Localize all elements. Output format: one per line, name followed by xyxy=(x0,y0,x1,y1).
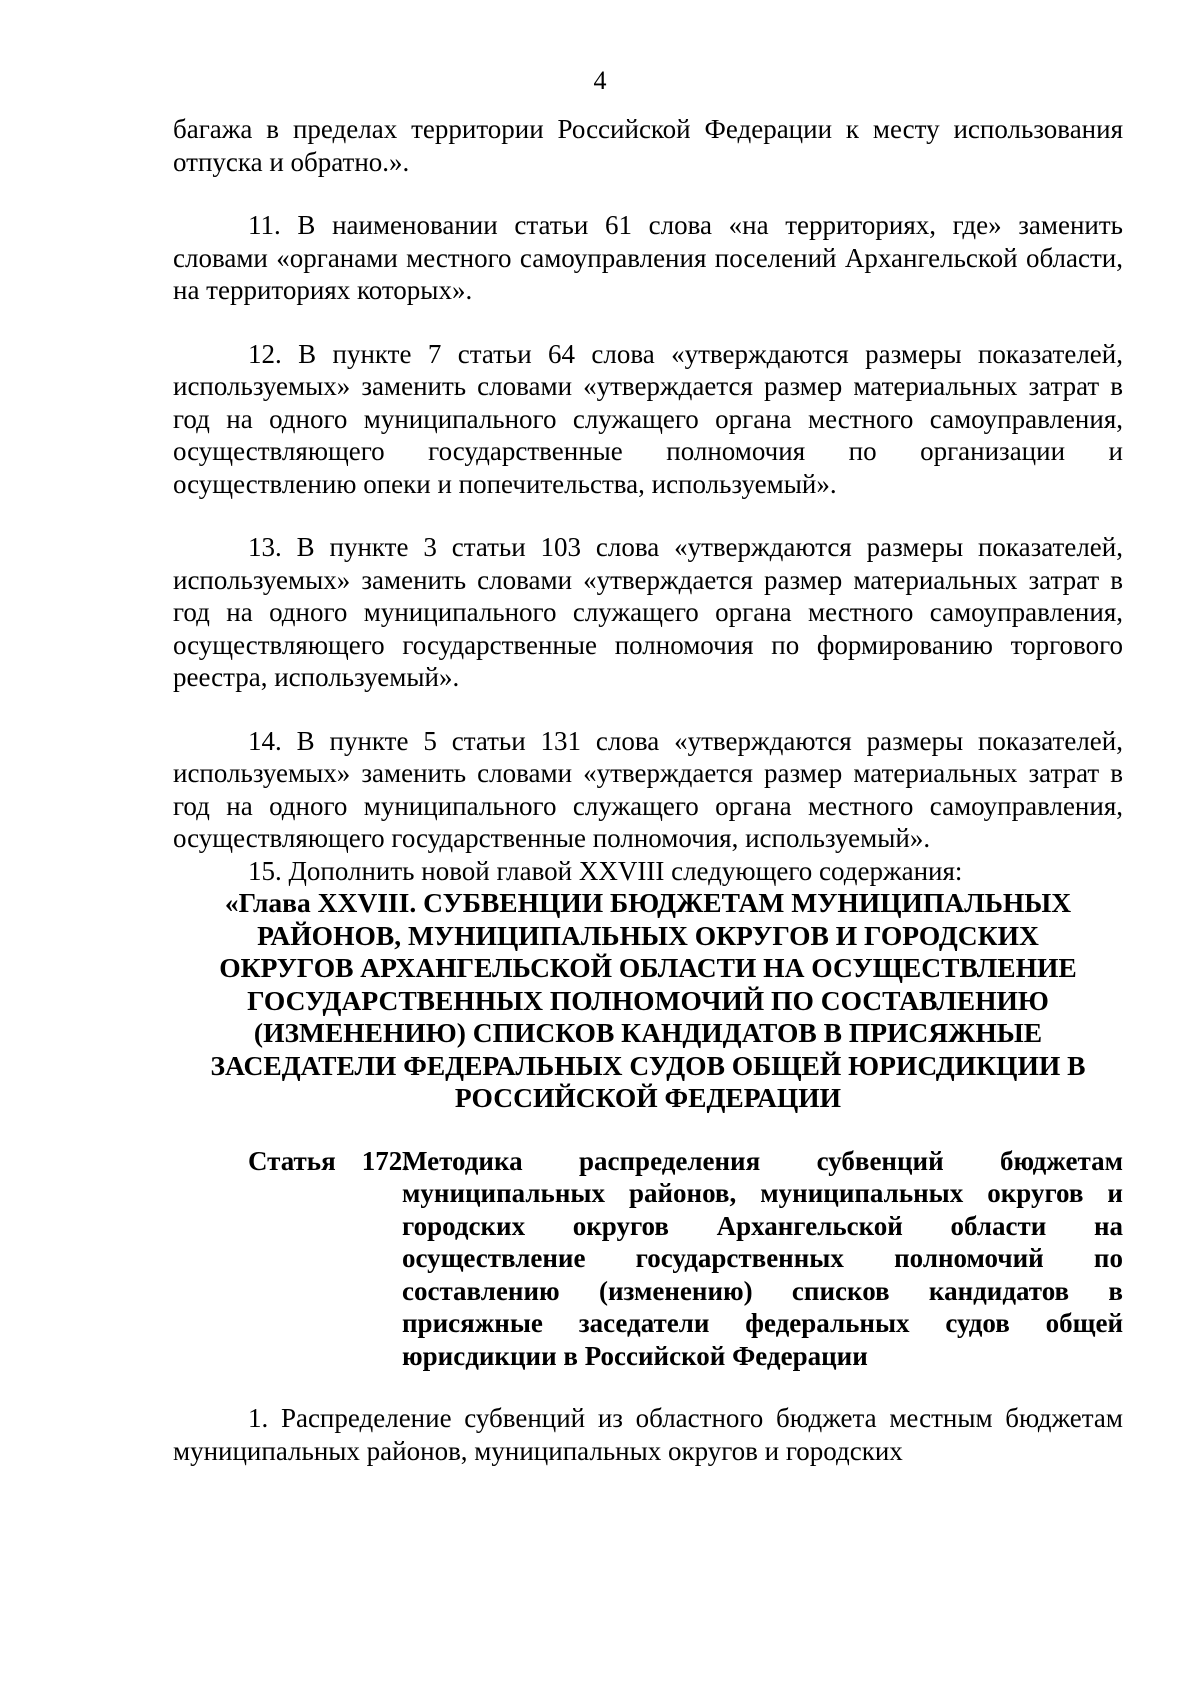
paragraph-item-15: 15. Дополнить новой главой XXVIII следующего содержания: xyxy=(248,855,963,886)
article-number: 172. xyxy=(361,1145,409,1176)
article-label xyxy=(173,1145,409,1373)
article-word: Статья xyxy=(248,1145,336,1176)
paragraph-item-12: 12. В пункте 7 статьи 64 слова «утверждаются размеры показателей, используемых» заменить словами «утверждается размер материальных затрат в год на одного муниципального служащего органа местного самоуправления, осуществляющего государственные полномочия по организации и осуществлению опеки и попечительства, используемый». xyxy=(173,338,1123,499)
paragraph-item-13: 13. В пункте 3 статьи 103 слова «утверждаются размеры показателей, используемых» заменить словами «утверждается размер материальных затрат в год на одного муниципального служащего органа местного самоуправления, осуществляющего государственные полномочия по формированию торгового реестра, используемый». xyxy=(173,532,1123,692)
paragraph-item-11: 11. В наименовании статьи 61 слова «на территориях, где» заменить словами «органами местного самоуправления поселений Архангельской области, на территориях которых». xyxy=(173,210,1123,305)
paragraph-continuation: багажа в пределах территории Российской Федерации к месту использования отпуска и обратно.». xyxy=(173,114,1123,177)
article-heading xyxy=(173,1145,1123,1373)
chapter-title: «Глава XXVIII. СУБВЕНЦИИ БЮДЖЕТАМ МУНИЦИПАЛЬНЫХ РАЙОНОВ, МУНИЦИПАЛЬНЫХ ОКРУГОВ И ГОРОДСКИХ ОКРУГОВ АРХАНГЕЛЬСКОЙ ОБЛАСТИ НА ОСУЩЕСТВЛЕНИЕ ГОСУДАРСТВЕННЫХ ПОЛНОМОЧИЙ ПО СОСТАВЛЕНИЮ (ИЗМЕНЕНИЮ) СПИСКОВ КАНДИДАТОВ В ПРИСЯЖНЫЕ ЗАСЕДАТЕЛИ ФЕДЕРАЛЬНЫХ СУДОВ ОБЩЕЙ ЮРИСДИКЦИИ В РОССИЙСКОЙ ФЕДЕРАЦИИ xyxy=(210,887,1086,1113)
article-paragraph-1: 1. Распределение субвенций из областного бюджета местным бюджетам муниципальных районов, муниципальных округов и городских xyxy=(173,1403,1123,1466)
article-title: Методика распределения субвенций бюджетам муниципальных районов, муниципальных округов и городских округов Архангельской области на осуществление государственных полномочий по составлению (изменению) списков кандидатов в присяжные заседатели федеральных судов общей юрисдикции в Российской Федерации xyxy=(402,1145,1123,1371)
page-number: 4 xyxy=(593,66,607,95)
document-body xyxy=(173,113,1123,1467)
paragraph-item-14: 14. В пункте 5 статьи 131 слова «утверждаются размеры показателей, используемых» заменить словами «утверждается размер материальных затрат в год на одного муниципального служащего органа местного самоуправления, осуществляющего государственные полномочия, используемый». xyxy=(173,725,1123,853)
